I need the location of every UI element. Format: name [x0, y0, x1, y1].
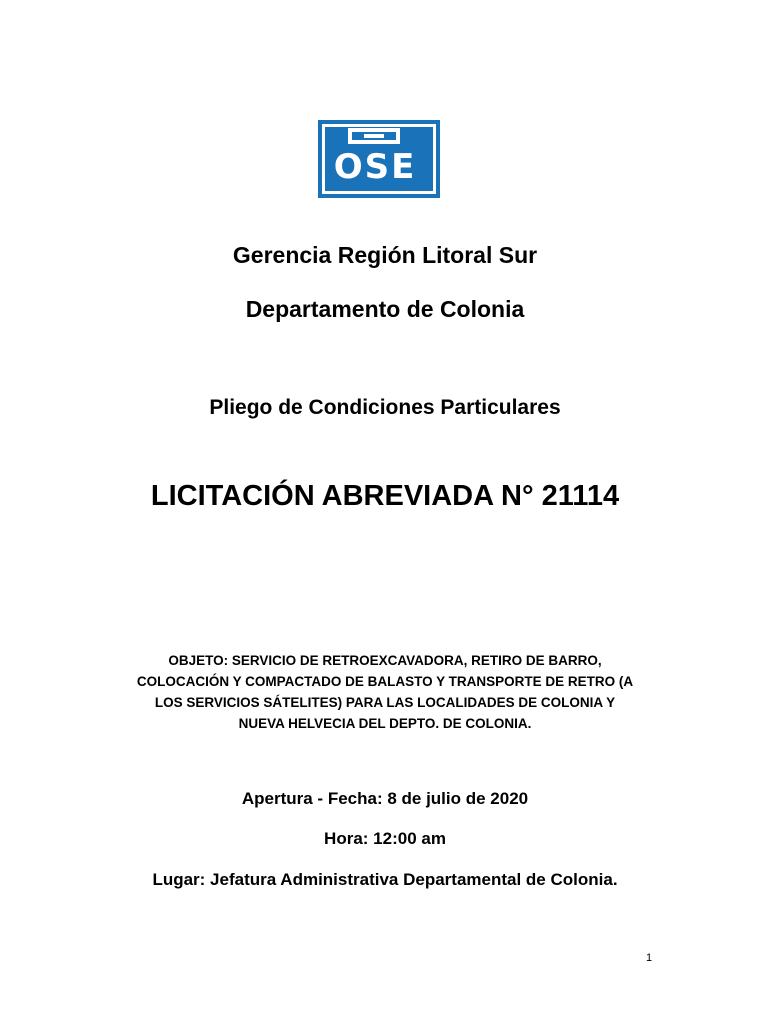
apertura-lugar: Lugar: Jefatura Administrativa Departamental de Colonia. — [152, 870, 618, 889]
logo-bar-icon — [348, 128, 400, 144]
objeto-paragraph — [100, 650, 670, 734]
ose-logo — [318, 120, 440, 198]
departamento-heading: Departamento de Colonia — [245, 296, 525, 322]
objeto-line: COLOCACIÓN Y COMPACTADO DE BALASTO Y TRANSPORTE DE RETRO (A — [136, 674, 634, 689]
objeto-line: OBJETO: SERVICIO DE RETROEXCAVADORA, RETIRO DE BARRO, — [168, 653, 602, 668]
page-number: 1 — [646, 952, 653, 964]
pliego-heading: Pliego de Condiciones Particulares — [209, 396, 561, 419]
logo-text: OSE — [333, 147, 417, 187]
objeto-line: NUEVA HELVECIA DEL DEPTO. DE COLONIA. — [238, 716, 532, 731]
apertura-hora: Hora: 12:00 am — [324, 829, 446, 848]
apertura-fecha: Apertura - Fecha: 8 de julio de 2020 — [241, 789, 529, 808]
licitacion-title: LICITACIÓN ABREVIADA N° 21114 — [150, 480, 620, 512]
gerencia-heading: Gerencia Región Litoral Sur — [232, 242, 538, 268]
objeto-line: LOS SERVICIOS SÁTELITES) PARA LAS LOCALIDADES DE COLONIA Y — [154, 695, 616, 710]
